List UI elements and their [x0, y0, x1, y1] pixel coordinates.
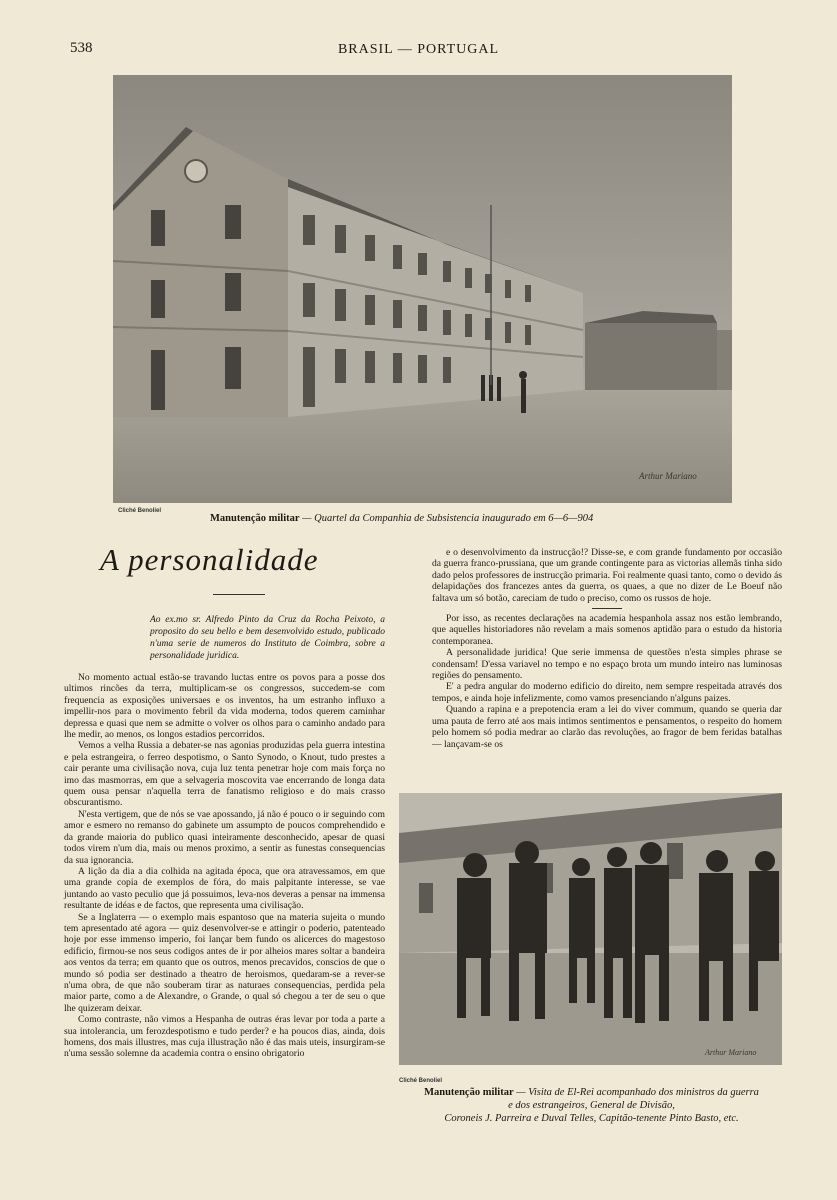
right-column — [432, 547, 782, 750]
photo2-caption-line2: e dos estrangeiros, General de Divisão, — [508, 1100, 675, 1111]
photo2-signature: Arthur Mariano — [705, 1048, 757, 1057]
photo2-caption-line1: — Visita de El-Rei acompanhado dos ministros da guerra — [516, 1087, 759, 1098]
article-title: A personalidade — [100, 542, 319, 577]
article-dedication: Ao ex.mo sr. Alfredo Pinto da Cruz da Rocha Peixoto, a proposito do seu bello e bem desenvolvido estudo, publicado n'uma serie de numeros do Instituto de Coimbra, sobre a personalidade juridica. — [150, 615, 385, 661]
page-number: 538 — [70, 40, 93, 56]
paragraph: Quando a rapina e a prepotencia eram a lei do viver commum, quando se queria dar uma pauta de ferro até aos mais intimos sentimentos e pensamentos, o respeito do homem pelo homem só podia medrar ao clarão das revoluções, ao fragor de bem feridas batalhas — lançavam-se os — [432, 704, 782, 750]
paragraph: No momento actual estão-se travando luctas entre os povos para a posse dos ultimos rincões da terra, multiplicam-se os congressos, succedem-se com frequencia as exposições universaes e os inventos, ha um estranho influxo a impellir-nos para o movimento febril da vida moderna, todos querem caminhar depressa e quasi que nem se admitte o volver os olhos para o caminho andado para lhe medir, ao menos, os longos estadios percorridos. — [64, 672, 385, 741]
paragraph: e o desenvolvimento da instrucção!? Disse-se, e com grande fundamento por occasião da guerra franco-prussiana, que um grande contingente para as victorias allemãs tinha sido dado pelos professores de instrucção primaria. Foi realmente quasi tanto, como o devido ás delapidações dos francezes antes da guerra, os quaes, a que no dizer de Le Boeuf não faltava um só botão, careciam de tudo o preciso, como os russos de hoje. — [432, 547, 782, 604]
section-divider — [592, 608, 622, 609]
paragraph: Se a Inglaterra — o exemplo mais espantoso que na materia sujeita o mundo tem apresentado até agora — quiz desenvolver-se e attingir o poderio, patenteado hoje por esse immenso imperio, foi lançar bem fundo os alicerces do magestoso edificio, firmou-se nos seus codigos antes de ir por alheios mares soltar a bandeira aos ventos da terra; em quanto que os outros, menos precavidos, conscios de que o mundo só podia ser destinado a theatro de heroismos, quedaram-se a rever-se n'uma obra, de que não souberam tirar as naturaes consequencias, perdida pela maior parte, como a de Alexandre, o Grande, o qual só chegou a ter de seu o que lhe quizeram deixar. — [64, 911, 385, 1014]
far-building — [585, 311, 732, 390]
photo2-credit: Cliché Benoliel — [399, 1078, 443, 1084]
title-divider — [213, 594, 265, 595]
officers-photo — [399, 793, 782, 1065]
paragraph: A personalidade juridica! Que serie immensa de questões n'esta simples phrase se condensam! D'essa variavel no tempo e no espaço brota um mundo inteiro nas luminosas regiões do pensamento. — [432, 647, 782, 682]
paragraph: Vemos a velha Russia a debater-se nas agonias produzidas pela guerra intestina e pela estrangeira, o ferreo despotismo, o Santo Synodo, o Knout, tudo prestes a cair perante uma civilisação nova, cuja luz tenta penetrar hoje com mais força no imo das masmorras, em que a selvageria moscovita vae encerrando de longa data quem ousa pensar n'aquella terra de fanatismo religioso e do mais crasso obscurantismo. — [64, 740, 385, 809]
officers-illustration — [399, 793, 782, 1065]
paragraph: Por isso, as recentes declarações na academia hespanhola assaz nos estão lembrando, que aquelles historiadores não revelam a mais somenos aptidão para o estudo da historia contemporanea. — [432, 613, 782, 647]
photo2-caption-bold: Manutenção militar — [424, 1087, 514, 1098]
photo1-caption-text: — Quartel da Companhia de Subsistencia inaugurado em 6—6—904 — [302, 513, 594, 524]
photo2-caption-line3: Coroneis J. Parreira e Duval Telles, Capitão-tenente Pinto Basto, etc. — [444, 1113, 739, 1124]
paragraph: Como contraste, não vimos a Hespanha de outras éras levar por toda a parte a sua intolerancia, um ferozdespotismo e tudo perder? e ha poucos dias, ainda, dois homens, dos mais illustres, mas cuja illustração não é das mais uteis, insurgiram-se n'uma sessão solemne da academia contra o ensino obrigatorio — [64, 1014, 385, 1060]
running-head: BRASIL — PORTUGAL — [337, 42, 500, 57]
barracks-photo — [113, 75, 732, 503]
photo2-caption — [399, 1086, 784, 1125]
photo1-caption-bold: Manutenção militar — [210, 513, 300, 524]
barracks-illustration — [113, 75, 732, 503]
paragraph: E' a pedra angular do moderno edificio do direito, nem sempre respeitada através dos tempos, e ainda hoje infelizmente, como vamos presenciando n'alguns paizes. — [432, 681, 782, 704]
photo1-caption — [210, 512, 730, 525]
paragraph: A lição da dia a dia colhida na agitada época, que ora atravessamos, em que uma grande copia de exemplos de fóra, do mais palpitante interesse, se vae juntando ao vasto peculio que já possuimos, leva-nos deveras a pensar na immensa resultante de idéas e de factos, que representa uma civilisação. — [64, 865, 385, 912]
photo1-credit: Cliché Benoliel — [118, 508, 162, 514]
left-column — [64, 672, 385, 1060]
paragraph: N'esta vertigem, que de nós se vae apossando, já não é pouco o ir seguindo com amor e esmero no remanso do gabinete um assumpto de poucos comprehendido e da grande maioria do publico quasi inteiramente desconhecido, apesar de quasi todos virem n'um dia, mais ou menos proximo, a sentir as funestas consequencias da sua ignorancia. — [64, 808, 385, 866]
photo1-signature: Arthur Mariano — [639, 471, 697, 481]
